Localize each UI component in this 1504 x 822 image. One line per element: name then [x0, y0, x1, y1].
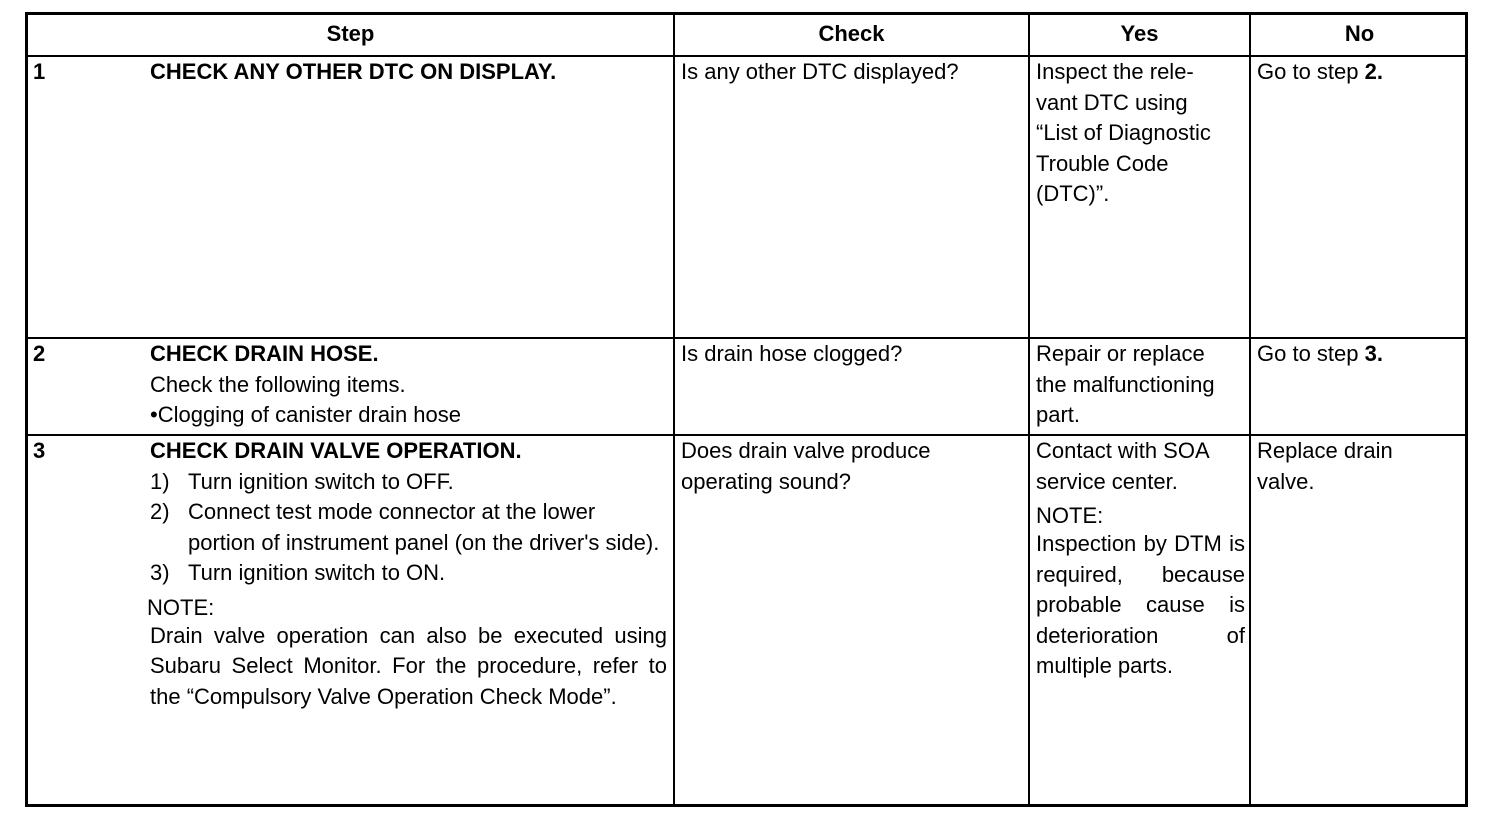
no-line: valve. — [1257, 468, 1315, 494]
step-cell — [28, 57, 673, 337]
no-step-ref: 2. — [1364, 59, 1383, 84]
no-cell — [1249, 339, 1468, 434]
check-cell — [673, 436, 1028, 807]
procedure-item — [150, 497, 667, 558]
step-line: •Clogging of canister drain hose — [150, 402, 461, 427]
procedure-item-text: Turn ignition switch to OFF. — [188, 468, 454, 494]
step-title: CHECK DRAIN HOSE. — [150, 341, 379, 366]
check-cell — [673, 339, 1028, 434]
check-line: operating sound? — [681, 468, 852, 494]
no-cell — [1249, 57, 1468, 337]
yes-line: vant DTC using — [1036, 89, 1188, 115]
no-prefix: Go to step — [1257, 59, 1365, 84]
header-step: Step — [326, 21, 375, 46]
yes-line: part. — [1036, 402, 1081, 427]
note-label: NOTE: — [1036, 503, 1104, 528]
yes-text — [1030, 339, 1249, 431]
step-title: CHECK DRAIN VALVE OPERATION. — [150, 438, 522, 463]
no-text — [1251, 57, 1468, 88]
table-row — [28, 436, 1465, 807]
header-check: Check — [673, 15, 1028, 55]
no-step-ref: 3. — [1364, 341, 1383, 366]
diagnostic-table — [25, 12, 1468, 807]
step-body — [150, 339, 667, 431]
yes-line: Inspect the rele- — [1036, 59, 1194, 84]
procedure-item-text: Turn ignition switch to ON. — [188, 560, 446, 585]
yes-line: Repair or replace — [1036, 341, 1205, 366]
check-text — [675, 436, 1028, 497]
no-text — [1251, 339, 1468, 370]
step-cell — [28, 436, 673, 807]
table-header-row — [28, 15, 1465, 57]
yes-text — [1030, 57, 1249, 210]
yes-line: Contact with SOA — [1036, 438, 1210, 463]
no-text — [1251, 436, 1468, 497]
table-row — [28, 339, 1465, 436]
yes-line: service center. — [1036, 468, 1178, 494]
procedure-item-number: 3) — [150, 560, 170, 585]
table-row — [28, 57, 1465, 339]
yes-line: Trouble Code — [1036, 150, 1169, 176]
procedure-item-text: Connect test mode connector at the lower portion of instrument panel (on the driver's side). — [188, 499, 660, 555]
note-text: Drain valve operation can also be executed using Subaru Select Monitor. For the procedure, refer to the “Compulsory Valve Operation Check Mode”. — [150, 622, 667, 709]
procedure-item-number: 2) — [150, 499, 170, 524]
step-body — [147, 436, 667, 712]
check-text: Is drain hose clogged? — [681, 341, 903, 366]
step-number: 3 — [33, 438, 46, 463]
procedure-item-number: 1) — [150, 468, 170, 494]
check-text: Is any other DTC displayed? — [681, 59, 959, 84]
step-cell — [28, 339, 673, 434]
yes-cell — [1028, 339, 1249, 434]
check-line: Does drain valve produce — [681, 438, 931, 463]
yes-line: the malfunctioning — [1036, 371, 1215, 397]
note-label: NOTE: — [147, 594, 215, 620]
step-line: Check the following items. — [150, 371, 406, 397]
header-no: No — [1249, 15, 1468, 55]
no-cell — [1249, 436, 1468, 807]
note-text: Inspection by DTM is required, because probable cause is deterioration of multiple parts. — [1036, 531, 1245, 678]
yes-cell — [1028, 436, 1249, 807]
step-body — [150, 57, 667, 88]
procedure-item — [150, 558, 667, 589]
check-cell — [673, 57, 1028, 337]
no-prefix: Go to step — [1257, 341, 1365, 366]
no-line: Replace drain — [1257, 438, 1393, 463]
step-title: CHECK ANY OTHER DTC ON DISPLAY. — [150, 59, 557, 84]
yes-line: (DTC)”. — [1036, 181, 1110, 206]
yes-text — [1030, 436, 1249, 682]
step-number: 2 — [33, 341, 46, 366]
yes-cell — [1028, 57, 1249, 337]
procedure-item — [150, 467, 667, 498]
step-number: 1 — [33, 59, 46, 84]
yes-line: “List of Diagnostic — [1036, 120, 1211, 145]
header-yes: Yes — [1028, 15, 1249, 55]
